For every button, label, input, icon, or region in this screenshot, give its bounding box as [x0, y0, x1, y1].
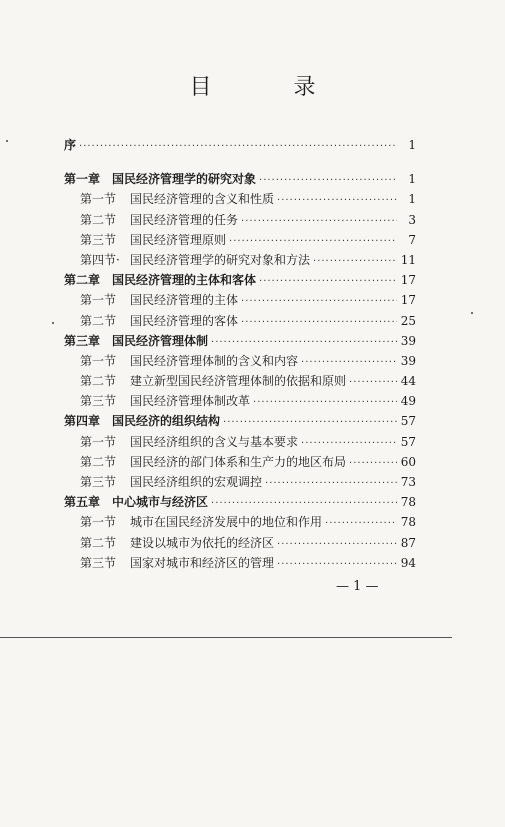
toc-dot-leader [79, 141, 397, 152]
toc-page-number: 17 [400, 273, 416, 288]
toc-entry-title: 建立新型国民经济管理体制的依据和原则 [130, 374, 347, 389]
toc-page-number: 73 [400, 475, 416, 489]
toc-page-number: 87 [400, 535, 416, 550]
toc-dot-leader [253, 397, 397, 408]
toc-page-number: 11 [400, 252, 416, 267]
toc-entry-number: 第一节 [80, 434, 117, 449]
toc-section-entry [64, 372, 416, 392]
toc-entry-title: 国民经济组织的宏观调控 [130, 475, 263, 489]
toc-dot-leader [241, 216, 397, 227]
page-number: — 1 — [336, 579, 379, 594]
toc-chapter-entry [64, 412, 416, 432]
scan-speck [471, 312, 473, 314]
toc-page-number: 17 [400, 293, 416, 308]
toc-page-number: 3 [408, 212, 416, 227]
toc-entry-title: 国民经济管理的主体和客体 [112, 273, 257, 288]
toc-page-number: 25 [400, 313, 416, 328]
scan-speck [6, 140, 8, 142]
toc-page-number: 60 [400, 454, 416, 469]
toc-entry-number: 第四节· [80, 252, 120, 267]
toc-page-number: 1 [408, 192, 416, 207]
toc-entry-number: 第二节 [80, 454, 117, 469]
toc-dot-leader [349, 458, 397, 469]
toc-page-number: 57 [400, 414, 416, 429]
toc-dot-leader [277, 559, 397, 570]
toc-section-entry [64, 291, 416, 311]
toc-page-number: 78 [400, 495, 416, 510]
page-bottom-rule [0, 637, 452, 638]
toc-dot-leader [211, 337, 397, 348]
toc-dot-leader [259, 276, 397, 287]
table-of-contents [64, 136, 416, 574]
toc-entry-title: 国民经济组织的含义与基本要求 [130, 434, 299, 449]
toc-entry-number: 第五章 [64, 495, 101, 510]
toc-page-number: 39 [400, 333, 416, 348]
toc-dot-leader [223, 417, 397, 428]
toc-page-number: 57 [400, 434, 416, 449]
toc-chapter-entry [64, 170, 416, 190]
toc-dot-leader [211, 498, 397, 509]
toc-chapter-entry [64, 332, 416, 352]
toc-entry-title: 国民经济管理的主体 [130, 293, 239, 308]
toc-dot-leader [241, 317, 397, 328]
toc-entry-number: 第一节 [80, 192, 117, 207]
toc-entry-number: 第一节 [80, 515, 117, 530]
toc-entry-title: 建设以城市为依托的经济区 [130, 535, 275, 550]
toc-page-number: 49 [400, 394, 416, 409]
toc-page-number: 1 [408, 138, 416, 152]
toc-dot-leader [277, 195, 397, 206]
toc-dot-leader [265, 478, 397, 489]
toc-entry-number: 第一节 [80, 293, 117, 308]
toc-section-entry [64, 554, 416, 574]
toc-entry-number: 第二节 [80, 374, 117, 389]
toc-chapter-entry [64, 493, 416, 513]
toc-section-entry [64, 231, 416, 251]
toc-entry-title: 国民经济管理原则 [130, 232, 227, 247]
toc-section-entry [64, 211, 416, 231]
toc-entry-number: 第三节 [80, 555, 117, 570]
toc-entry-number: 第二节 [80, 313, 117, 328]
toc-section-entry [64, 534, 416, 554]
scan-speck [52, 322, 54, 324]
toc-page-number: 78 [400, 515, 416, 530]
toc-section-entry [64, 513, 416, 533]
toc-entry-number: 第三节 [80, 232, 117, 247]
toc-dot-leader [325, 518, 397, 529]
page-title: 目 录 [189, 75, 346, 100]
toc-section-entry [64, 453, 416, 473]
toc-dot-leader [313, 256, 397, 267]
toc-section-entry [64, 433, 416, 453]
toc-entry-title: 国民经济管理体制改革 [130, 394, 251, 409]
toc-entry-title: 国民经济管理学的研究对象 [112, 172, 257, 187]
toc-entry-title: 国民经济管理学的研究对象和方法 [130, 252, 311, 267]
toc-entry-number: 第四章 [64, 414, 101, 429]
toc-entry-title: 中心城市与经济区 [112, 495, 209, 510]
toc-entry-number: 第三章 [64, 333, 101, 348]
toc-entry-title: 国民经济管理的含义和性质 [130, 192, 275, 207]
toc-section-entry [64, 251, 416, 271]
toc-entry-number: 第三节 [80, 394, 117, 409]
toc-dot-leader [229, 236, 397, 247]
toc-dot-leader [301, 357, 397, 368]
toc-entry-number: 第一章 [64, 172, 101, 187]
toc-section-entry [64, 190, 416, 210]
toc-section-entry [64, 352, 416, 372]
toc-dot-leader [259, 175, 397, 186]
toc-entry-number: 序 [64, 138, 77, 152]
toc-page-number: 44 [400, 374, 416, 389]
toc-entry-title: 国民经济管理体制的含义和内容 [130, 353, 299, 368]
toc-section-entry [64, 473, 416, 493]
toc-entry-title: 国民经济管理的客体 [130, 313, 239, 328]
toc-dot-leader [301, 438, 397, 449]
toc-page-number: 7 [408, 232, 416, 247]
toc-entry-title: 国民经济的组织结构 [112, 414, 221, 429]
toc-chapter-entry [64, 136, 416, 156]
toc-section-entry [64, 312, 416, 332]
toc-page-number: 39 [400, 353, 416, 368]
toc-entry-title: 国家对城市和经济区的管理 [130, 555, 275, 570]
toc-entry-number: 第二节 [80, 535, 117, 550]
toc-entry-title: 国民经济的部门体系和生产力的地区布局 [130, 454, 347, 469]
toc-dot-leader [241, 296, 397, 307]
toc-section-entry [64, 392, 416, 412]
toc-page-number: 94 [400, 555, 416, 570]
toc-dot-leader [277, 539, 397, 550]
toc-page-number: 1 [408, 172, 416, 187]
toc-entry-number: 第一节 [80, 353, 117, 368]
toc-entry-number: 第二节 [80, 212, 117, 227]
toc-entry-title: 国民经济管理体制 [112, 333, 209, 348]
toc-spacer [64, 156, 416, 170]
toc-entry-number: 第二章 [64, 273, 101, 288]
toc-entry-number: 第三节 [80, 475, 117, 489]
toc-entry-title: 国民经济管理的任务 [130, 212, 239, 227]
toc-chapter-entry [64, 271, 416, 291]
toc-dot-leader [349, 377, 397, 388]
toc-entry-title: 城市在国民经济发展中的地位和作用 [130, 515, 323, 530]
